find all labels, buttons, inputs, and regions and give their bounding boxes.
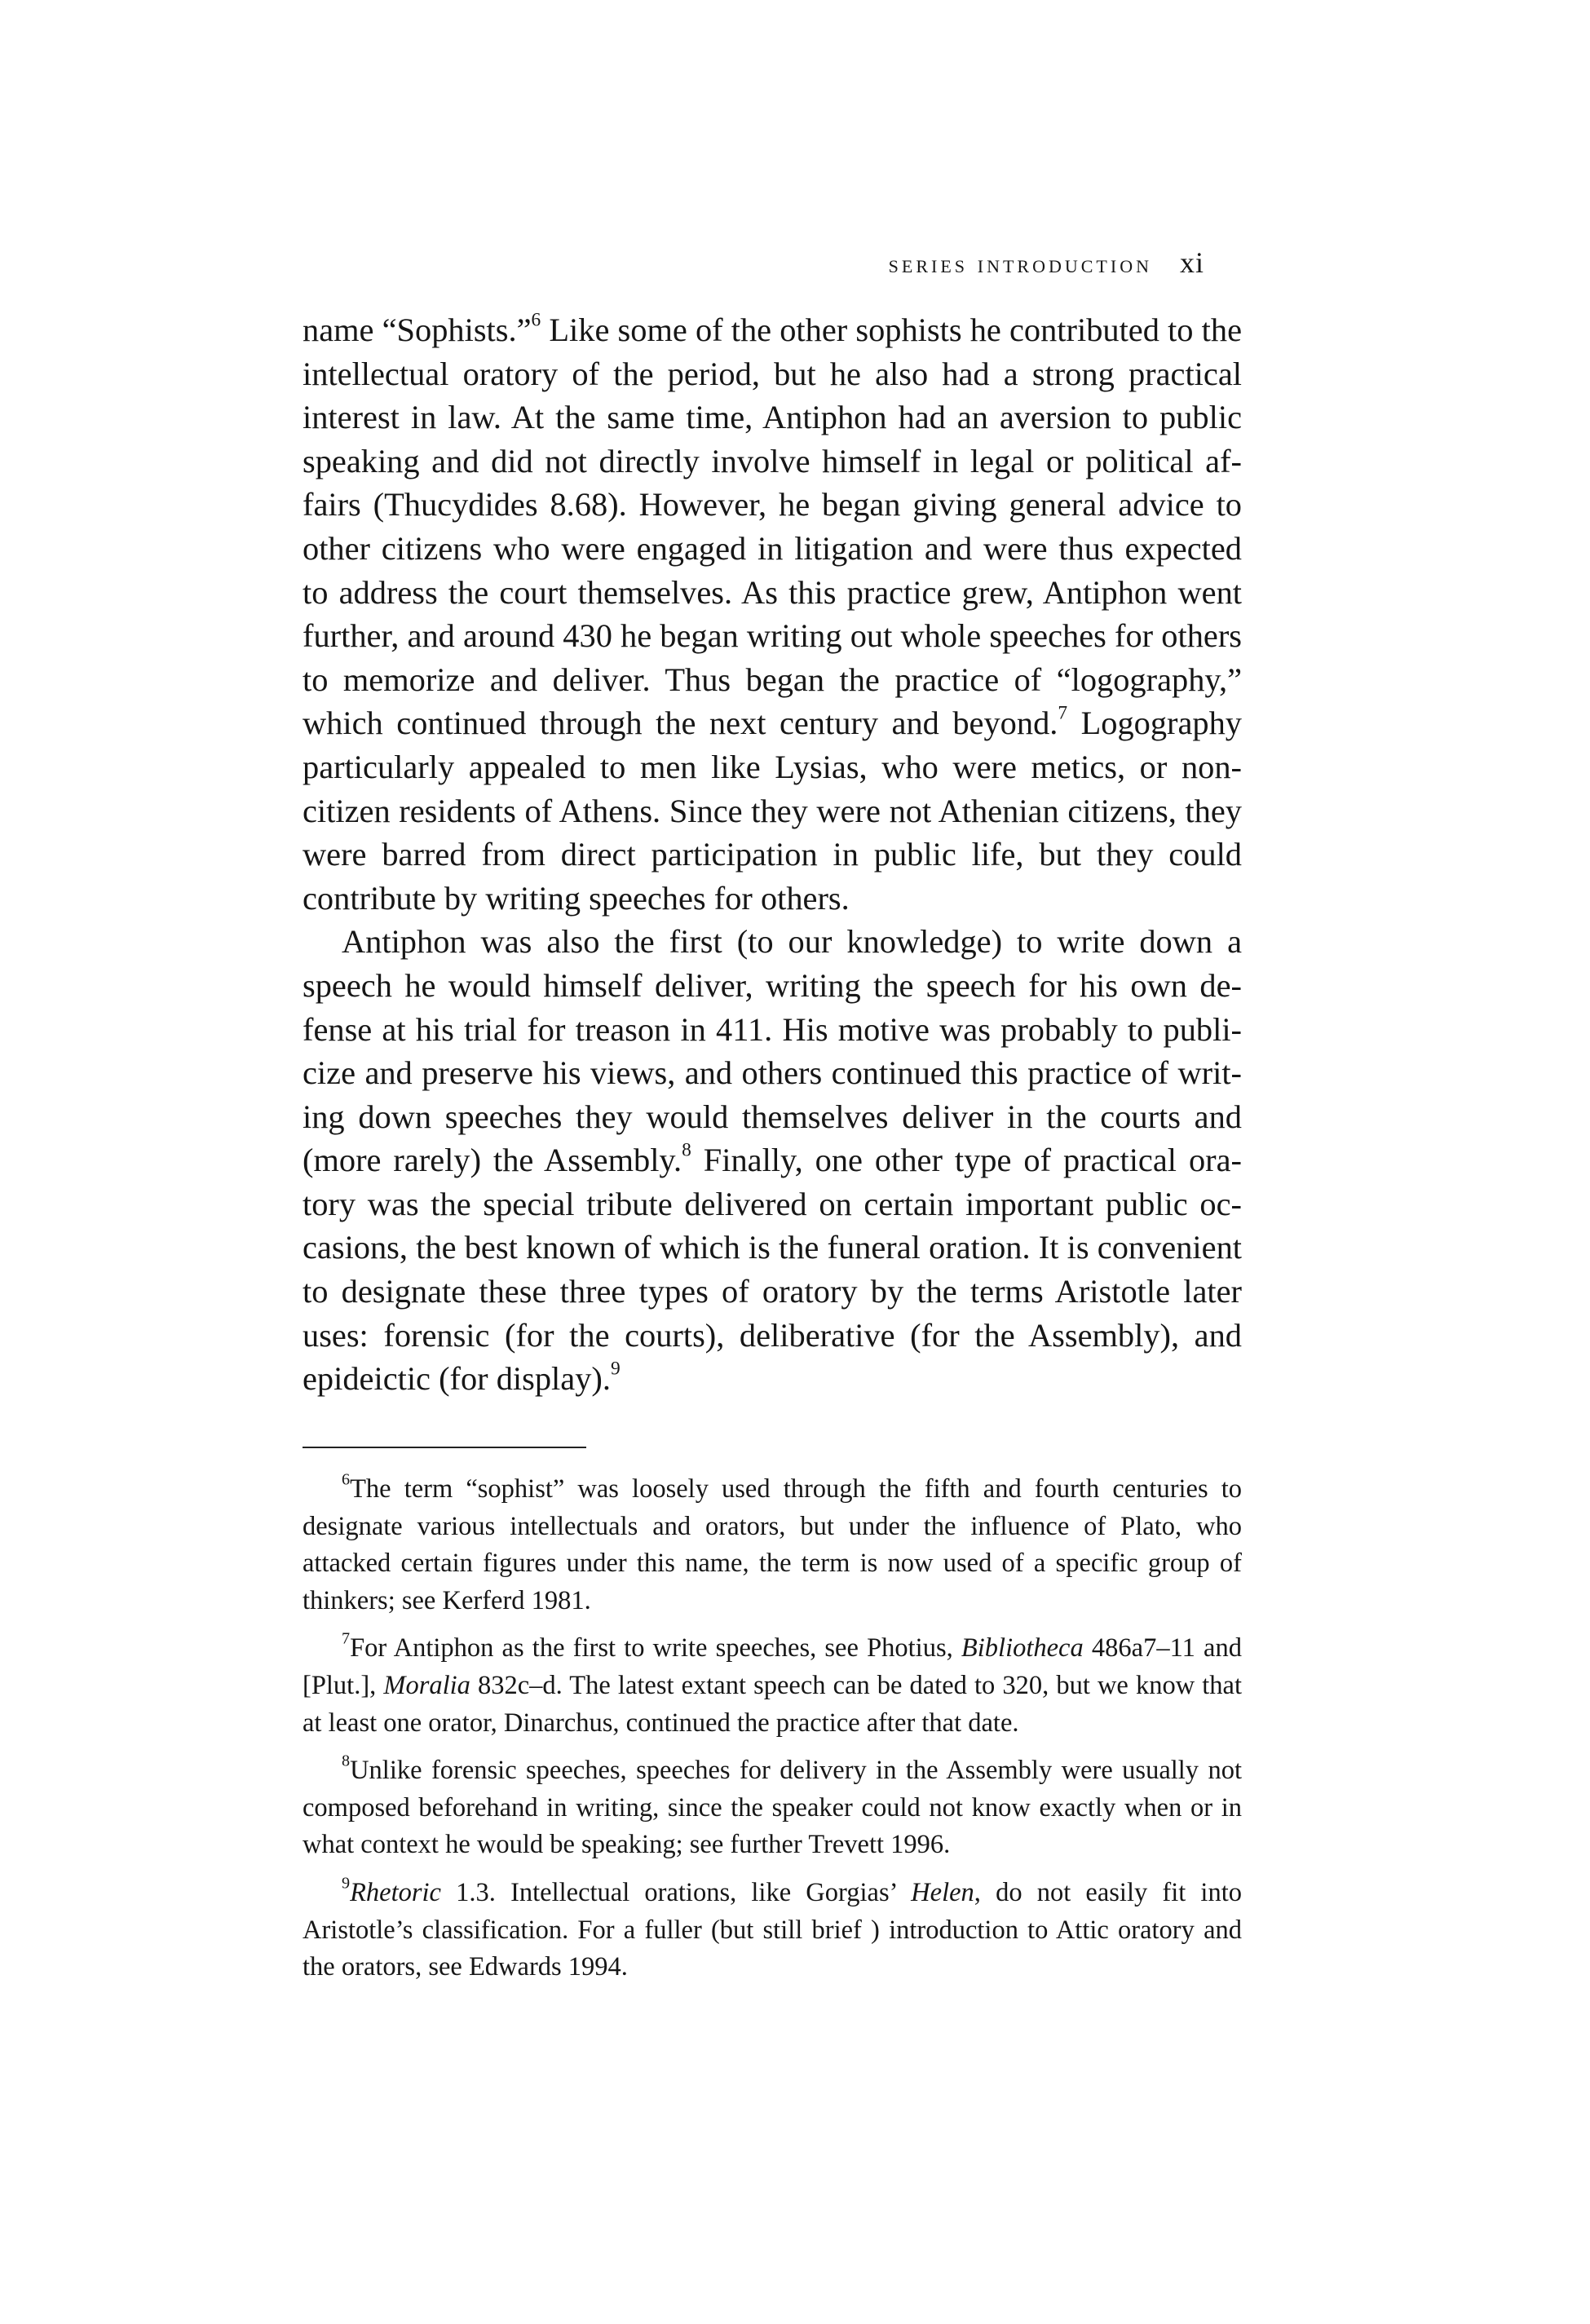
- footnote-number: 7: [342, 1629, 351, 1648]
- footnotes: [303, 1471, 1242, 1997]
- footnote-ref-6[interactable]: 6: [531, 309, 541, 331]
- paragraph: [303, 920, 1242, 1401]
- footnote-number: 8: [342, 1752, 351, 1770]
- paragraph: [303, 308, 1242, 920]
- text-run: Antiphon was also the first (to our knowledge) to write down a speech he would himself deliver, writing the speech for his own defense at his trial for treason in 411. His motive was probably to publicize and preserve his views, and others continued this practice of writing down speeches they would themselves deliver in the courts and (more rarely) the Assembly.: [303, 923, 1242, 1179]
- footnote-ref-7[interactable]: 7: [1058, 703, 1068, 725]
- footnote-6: [303, 1471, 1242, 1619]
- footnote-7: [303, 1630, 1242, 1742]
- footnote-number: 9: [342, 1874, 351, 1893]
- footnote-ref-9[interactable]: 9: [610, 1358, 621, 1380]
- main-text: [303, 308, 1242, 1401]
- text-run: Finally, one other type of practical oratory was the special tribute delivered on certain important public occasions, the best known of which is the funeral oration. It is convenient to designate these three types of oratory by the terms Aristotle later uses: forensic (for the courts), deliberative (for the Assembly), and epideictic (for display).: [303, 1142, 1242, 1398]
- footnote-number: 6: [342, 1470, 351, 1489]
- text-run: , do not easily fit into Aristotle’s classification. For a fuller (but still brief ) introduction to Attic oratory and the orators, see Edwards 1994.: [303, 1877, 1242, 1982]
- text-run: The term “sophist” was loosely used through the fifth and fourth centuries to designate various intellectuals and orators, but under the influence of Plato, who attacked certain figures under this name, the term is now used of a specific group of thinkers; see Kerferd 1981.: [303, 1474, 1242, 1615]
- running-title: series introduction: [888, 250, 1152, 278]
- text-run: 486a7–11 and [Plut.],: [303, 1633, 1242, 1700]
- footnote-ref-8[interactable]: 8: [682, 1140, 691, 1162]
- text-run: Unlike forensic speeches, speeches for delivery in the Assembly were usually not composed beforehand in writing, since the speaker could not know exactly when or in what context he would be speaking; see further Trevett 1996.: [303, 1756, 1242, 1860]
- footnote-divider: [303, 1447, 586, 1448]
- page-number: xi: [1179, 246, 1204, 279]
- footnote-9: [303, 1875, 1242, 1986]
- text-run: For Antiphon as the first to write speeches, see Photius,: [350, 1633, 961, 1663]
- text-run: Logography particularly appealed to men like Lysias, who were metics, or noncitizen residents of Athens. Since they were not Athenian citizens, they were barred from direct participation in public life, but they could contribute by writing speeches for others.: [303, 705, 1242, 917]
- text-run: Like some of the other sophists he contributed to the intellectual oratory of the period, but he also had a strong practical interest in law. At the same time, Antiphon had an aversion to public speaking and did not directly involve himself in legal or political affairs (Thucydides 8.68). However, he began giving general advice to other citizens who were engaged in litigation and were thus expected to address the court themselves. As this practice grew, Antiphon went further, and around 430 he began writing out whole speeches for others to memorize and deliver. Thus began the practice of “logography,” which continued through the next century and beyond.: [303, 311, 1242, 742]
- running-head: [0, 245, 1204, 282]
- work-title: Moralia: [383, 1670, 470, 1700]
- text-run: 832c–d. The latest extant speech can be dated to 320, but we know that at least one orator, Dinarchus, continued the practice after that date.: [303, 1670, 1242, 1738]
- work-title: Helen: [911, 1877, 974, 1907]
- text-run: 1.3. Intellectual orations, like Gorgias’: [441, 1877, 912, 1907]
- text-run: name “Sophists.”: [303, 311, 532, 348]
- footnote-8: [303, 1752, 1242, 1864]
- work-title: Bibliotheca: [961, 1633, 1084, 1663]
- work-title: Rhetoric: [350, 1877, 441, 1907]
